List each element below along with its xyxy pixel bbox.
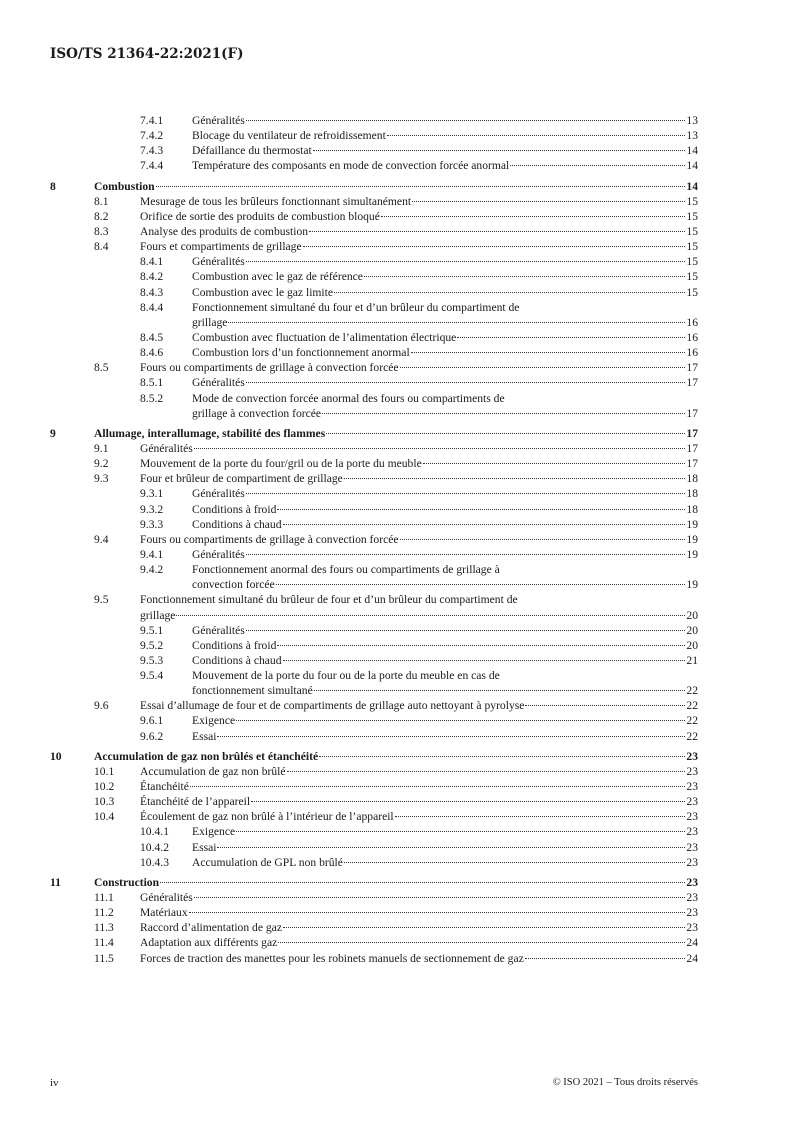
toc-entry[interactable] [50, 375, 698, 390]
toc-entry-page: 19 [686, 532, 698, 546]
dot-leader [334, 292, 685, 293]
toc-entry-page: 18 [686, 472, 698, 486]
dot-leader [277, 509, 685, 510]
toc-entry-title: Fours ou compartiments de grillage à convection forcée [140, 361, 399, 375]
toc-entry-title: Essai [192, 729, 217, 743]
toc-entry-number: 7.4.3 [140, 144, 164, 158]
dot-leader [387, 135, 686, 136]
toc-entry[interactable] [50, 330, 698, 345]
dot-leader [228, 322, 685, 323]
toc-entry[interactable] [50, 486, 698, 501]
toc-entry-page: 23 [686, 921, 698, 935]
toc-entry-page: 23 [686, 825, 698, 839]
toc-entry-page: 23 [686, 810, 698, 824]
toc-entry-page: 23 [686, 795, 698, 809]
toc-entry-continuation[interactable] [50, 608, 698, 623]
toc-entry[interactable] [50, 532, 698, 547]
dot-leader [217, 736, 685, 737]
dot-leader [423, 463, 686, 464]
toc-entry-title: Mouvement de la porte du four ou de la porte du meuble en cas de [192, 669, 500, 683]
dot-leader [313, 150, 686, 151]
toc-entry-number: 11.1 [94, 891, 114, 905]
toc-entry-title: Combustion [94, 179, 155, 193]
toc-entry-page: 13 [686, 129, 698, 143]
dot-leader [246, 630, 686, 631]
toc-entry-page: 23 [686, 749, 698, 763]
toc-entry-title: Conditions à froid [192, 638, 277, 652]
dot-leader [381, 216, 686, 217]
toc-entry[interactable] [50, 935, 698, 950]
toc-entry-number: 9.6.2 [140, 729, 164, 743]
toc-entry-title: Combustion avec le gaz limite [192, 285, 334, 299]
toc-entry[interactable] [50, 905, 698, 920]
toc-entry-title: Mouvement de la porte du four/gril ou de la porte du meuble [140, 457, 422, 471]
dot-leader [160, 882, 685, 883]
toc-entry-number: 11 [50, 875, 61, 889]
toc-entry-title: Combustion avec le gaz de référence [192, 270, 363, 284]
toc-entry-title: Accumulation de GPL non brûlé [192, 855, 343, 869]
toc-entry-title: Raccord d’alimentation de gaz [140, 921, 282, 935]
toc-entry-page: 19 [686, 578, 698, 592]
toc-entry-page: 22 [686, 699, 698, 713]
toc-entry-page: 23 [686, 764, 698, 778]
toc-entry-page: 23 [686, 855, 698, 869]
toc-entry-title: Généralités [192, 623, 245, 637]
dot-leader [319, 756, 685, 757]
toc-entry-page: 23 [686, 875, 698, 889]
toc-entry-page: 23 [686, 891, 698, 905]
toc-entry[interactable] [50, 547, 698, 562]
toc-entry[interactable] [50, 502, 698, 517]
toc-entry[interactable] [50, 194, 698, 209]
toc-entry-number: 11.4 [94, 936, 114, 950]
toc-entry[interactable] [50, 128, 698, 143]
toc-entry[interactable] [50, 668, 698, 683]
toc-entry-page: 23 [686, 780, 698, 794]
toc-entry-title: Four et brûleur de compartiment de grillage [140, 472, 343, 486]
toc-entry-page: 15 [686, 285, 698, 299]
toc-entry-title: Conditions à chaud [192, 517, 282, 531]
toc-entry[interactable] [50, 638, 698, 653]
toc-entry-number: 8.2 [94, 209, 109, 223]
toc-entry-number: 8.4.3 [140, 285, 164, 299]
toc-entry[interactable] [50, 254, 698, 269]
toc-entry-page: 15 [686, 194, 698, 208]
toc-entry-page: 15 [686, 224, 698, 238]
toc-entry-page: 13 [686, 114, 698, 127]
toc-entry[interactable] [50, 592, 698, 607]
toc-entry-page: 17 [686, 361, 698, 375]
toc-entry[interactable] [50, 239, 698, 254]
toc-entry[interactable] [50, 951, 698, 966]
toc-entry-number: 10.2 [94, 780, 115, 794]
toc-entry-title: Accumulation de gaz non brûlé [140, 764, 286, 778]
dot-leader [400, 539, 686, 540]
toc-entry-title: Fonctionnement simultané du brûleur de four et d’un brûleur du compartiment de [140, 593, 518, 607]
toc-entry[interactable] [50, 840, 698, 855]
dot-leader [246, 493, 686, 494]
toc-entry-title-continued: fonctionnement simultané [192, 684, 313, 698]
toc-entry-title: Mode de convection forcée anormal des fours ou compartiments de [192, 391, 505, 405]
dot-leader [251, 801, 685, 802]
toc-entry[interactable] [50, 360, 698, 375]
toc-entry-title: Orifice de sortie des produits de combustion bloqué [140, 209, 380, 223]
toc-entry-number: 8.1 [94, 194, 109, 208]
toc-entry-title: Construction [94, 875, 160, 889]
toc-entry-title: Essai d’allumage de four et de compartiments de grillage auto nettoyant à pyrolyse [140, 699, 525, 713]
dot-leader [194, 448, 686, 449]
toc-entry[interactable] [50, 300, 698, 315]
toc-entry-page: 18 [686, 487, 698, 501]
toc-entry-page: 24 [686, 951, 698, 965]
dot-leader [525, 958, 686, 959]
dot-leader [236, 720, 685, 721]
toc-entry-title: Défaillance du thermostat [192, 144, 312, 158]
toc-entry-number: 9.6.1 [140, 714, 164, 728]
dot-leader [326, 433, 685, 434]
toc-entry[interactable] [50, 824, 698, 839]
toc-entry[interactable] [50, 269, 698, 284]
toc-entry[interactable] [50, 426, 698, 441]
toc-entry-number: 9.3 [94, 472, 109, 486]
toc-entry-title: Mesurage de tous les brûleurs fonctionnant simultanément [140, 194, 412, 208]
toc-entry[interactable] [50, 391, 698, 406]
dot-leader [277, 645, 685, 646]
toc-entry-title: Exigence [192, 825, 236, 839]
toc-entry[interactable] [50, 471, 698, 486]
toc-entry[interactable] [50, 623, 698, 638]
dot-leader [283, 660, 686, 661]
toc-entry-number: 9 [50, 426, 56, 440]
toc-entry-page: 19 [686, 517, 698, 531]
toc-entry-title: Généralités [192, 376, 245, 390]
toc-entry[interactable] [50, 779, 698, 794]
toc-entry[interactable] [50, 764, 698, 779]
toc-entry-number: 7.4.4 [140, 159, 164, 173]
page-number: iv [50, 1077, 59, 1089]
toc-entry-page: 16 [686, 330, 698, 344]
toc-entry-title: Étanchéité de l’appareil [140, 795, 251, 809]
toc-entry[interactable] [50, 729, 698, 744]
toc-entry-title: Généralités [192, 114, 245, 127]
toc-entry-page: 22 [686, 684, 698, 698]
dot-leader [283, 524, 686, 525]
table-of-contents [50, 113, 698, 966]
toc-entry-number: 8 [50, 179, 56, 193]
toc-entry-title-continued: grillage [192, 315, 228, 329]
toc-entry-number: 9.4.2 [140, 563, 164, 577]
dot-leader [236, 831, 685, 832]
dot-leader [217, 847, 685, 848]
dot-leader [314, 690, 686, 691]
toc-entry[interactable] [50, 113, 698, 128]
toc-entry-title: Matériaux [140, 906, 188, 920]
toc-entry-title: Écoulement de gaz non brûlé à l’intérieur de l’appareil [140, 810, 394, 824]
toc-entry-number: 8.5 [94, 361, 109, 375]
toc-entry-continuation[interactable] [50, 406, 698, 421]
toc-entry-number: 7.4.1 [140, 114, 164, 127]
toc-entry-number: 9.5.1 [140, 623, 164, 637]
toc-entry[interactable] [50, 143, 698, 158]
toc-entry-continuation[interactable] [50, 315, 698, 330]
dot-leader [344, 478, 686, 479]
toc-entry[interactable] [50, 890, 698, 905]
toc-entry-title: Adaptation aux différents gaz [140, 936, 278, 950]
toc-entry-title: Fonctionnement simultané du four et d’un brûleur du compartiment de [192, 300, 520, 314]
toc-entry-page: 20 [686, 608, 698, 622]
toc-entry-title: Exigence [192, 714, 236, 728]
toc-entry[interactable] [50, 875, 698, 890]
toc-entry-number: 8.4 [94, 240, 109, 254]
toc-entry-page: 23 [686, 906, 698, 920]
toc-entry-page: 19 [686, 547, 698, 561]
toc-entry-title: Température des composants en mode de convection forcée anormal [192, 159, 510, 173]
dot-leader [411, 352, 686, 353]
dot-leader [246, 261, 686, 262]
toc-entry-title-continued: grillage à convection forcée [192, 406, 322, 420]
toc-entry-page: 14 [686, 159, 698, 173]
dot-leader [309, 231, 685, 232]
toc-entry-title: Accumulation de gaz non brûlés et étanchéité [94, 749, 319, 763]
toc-entry-number: 9.6 [94, 699, 109, 713]
toc-entry-title: Analyse des produits de combustion [140, 224, 309, 238]
dot-leader [246, 554, 686, 555]
toc-entry-number: 10.4 [94, 810, 115, 824]
dot-leader [400, 367, 686, 368]
toc-entry-number: 9.5 [94, 593, 109, 607]
toc-entry-number: 9.5.4 [140, 669, 164, 683]
toc-entry-number: 8.5.2 [140, 391, 164, 405]
toc-entry-number: 7.4.2 [140, 129, 164, 143]
dot-leader [412, 201, 685, 202]
toc-entry-number: 9.1 [94, 441, 109, 455]
toc-entry-title-continued: convection forcée [192, 578, 275, 592]
copyright-notice: © ISO 2021 – Tous droits réservés [552, 1077, 698, 1088]
toc-entry[interactable] [50, 345, 698, 360]
toc-entry-number: 9.2 [94, 457, 109, 471]
toc-entry[interactable] [50, 517, 698, 532]
toc-entry[interactable] [50, 809, 698, 824]
toc-entry-number: 8.4.1 [140, 255, 164, 269]
dot-leader [525, 705, 685, 706]
toc-entry-title: Combustion lors d’un fonctionnement anormal [192, 346, 410, 360]
toc-entry[interactable] [50, 285, 698, 300]
toc-entry-title: Généralités [140, 441, 193, 455]
dot-leader [364, 276, 685, 277]
dot-leader [176, 615, 685, 616]
toc-entry-number: 10.4.3 [140, 855, 169, 869]
dot-leader [246, 382, 686, 383]
dot-leader [510, 165, 685, 166]
toc-entry-number: 11.3 [94, 921, 114, 935]
toc-entry-title: Conditions à chaud [192, 653, 282, 667]
toc-entry-number: 10.4.1 [140, 825, 169, 839]
toc-entry-number: 10.3 [94, 795, 115, 809]
toc-entry-title: Fours et compartiments de grillage [140, 240, 302, 254]
toc-entry-page: 20 [686, 623, 698, 637]
toc-entry-title: Combustion avec fluctuation de l’alimentation électrique [192, 330, 457, 344]
toc-entry[interactable] [50, 209, 698, 224]
toc-entry-page: 17 [686, 426, 698, 440]
dot-leader [283, 927, 685, 928]
toc-entry-page: 20 [686, 638, 698, 652]
toc-entry-page: 15 [686, 240, 698, 254]
toc-entry-title-continued: grillage [140, 608, 176, 622]
toc-entry-title: Généralités [192, 487, 245, 501]
toc-entry-title: Généralités [192, 547, 245, 561]
dot-leader [457, 337, 685, 338]
toc-entry-page: 14 [686, 179, 698, 193]
toc-entry-title: Généralités [192, 255, 245, 269]
toc-entry-number: 9.3.3 [140, 517, 164, 531]
dot-leader [395, 816, 686, 817]
toc-entry-number: 8.4.5 [140, 330, 164, 344]
toc-entry-page: 15 [686, 270, 698, 284]
toc-entry[interactable] [50, 920, 698, 935]
toc-entry-title: Forces de traction des manettes pour les robinets manuels de sectionnement de gaz [140, 951, 524, 965]
toc-entry-continuation[interactable] [50, 577, 698, 592]
toc-entry-page: 15 [686, 255, 698, 269]
dot-leader [194, 897, 686, 898]
toc-entry-page: 17 [686, 457, 698, 471]
toc-entry-page: 16 [686, 346, 698, 360]
toc-entry-title: Étanchéité [140, 780, 189, 794]
toc-entry-page: 15 [686, 209, 698, 223]
toc-entry-number: 8.4.2 [140, 270, 164, 284]
toc-entry-number: 9.4 [94, 532, 109, 546]
toc-entry[interactable] [50, 653, 698, 668]
dot-leader [322, 413, 685, 414]
toc-entry-number: 10.1 [94, 764, 115, 778]
toc-entry-number: 8.5.1 [140, 376, 164, 390]
toc-entry-page: 17 [686, 441, 698, 455]
toc-entry-number: 9.4.1 [140, 547, 164, 561]
toc-entry-page: 14 [686, 144, 698, 158]
toc-entry-number: 9.3.1 [140, 487, 164, 501]
dot-leader [246, 120, 686, 121]
toc-entry-page: 22 [686, 714, 698, 728]
toc-entry[interactable] [50, 698, 698, 713]
toc-entry-continuation[interactable] [50, 683, 698, 698]
toc-entry[interactable] [50, 855, 698, 870]
toc-entry[interactable] [50, 749, 698, 764]
toc-entry-title: Généralités [140, 891, 193, 905]
dot-leader [190, 786, 685, 787]
toc-entry-number: 11.2 [94, 906, 114, 920]
toc-entry[interactable] [50, 456, 698, 471]
toc-entry-page: 21 [686, 653, 698, 667]
toc-entry-page: 18 [686, 502, 698, 516]
toc-entry-title: Allumage, interallumage, stabilité des flammes [94, 426, 326, 440]
toc-entry-number: 9.5.3 [140, 653, 164, 667]
toc-entry-title: Fonctionnement anormal des fours ou compartiments de grillage à [192, 563, 500, 577]
toc-entry-title: Conditions à froid [192, 502, 277, 516]
toc-entry[interactable] [50, 794, 698, 809]
toc-entry-page: 23 [686, 840, 698, 854]
toc-entry[interactable] [50, 441, 698, 456]
dot-leader [276, 584, 686, 585]
toc-entry[interactable] [50, 158, 698, 173]
dot-leader [189, 912, 686, 913]
toc-entry-number: 9.5.2 [140, 638, 164, 652]
dot-leader [344, 862, 686, 863]
toc-entry-title: Fours ou compartiments de grillage à convection forcée [140, 532, 399, 546]
toc-entry-page: 24 [686, 936, 698, 950]
toc-entry-number: 11.5 [94, 951, 114, 965]
dot-leader [287, 771, 686, 772]
toc-entry-page: 17 [686, 376, 698, 390]
toc-entry[interactable] [50, 562, 698, 577]
toc-entry-number: 8.4.6 [140, 346, 164, 360]
toc-entry[interactable] [50, 224, 698, 239]
toc-entry-title: Blocage du ventilateur de refroidissement [192, 129, 386, 143]
toc-entry-number: 10.4.2 [140, 840, 169, 854]
document-header: ISO/TS 21364-22:2021(F) [50, 46, 244, 62]
toc-entry-number: 9.3.2 [140, 502, 164, 516]
toc-entry[interactable] [50, 713, 698, 728]
toc-entry-number: 8.4.4 [140, 300, 164, 314]
toc-entry-title: Essai [192, 840, 217, 854]
dot-leader [156, 186, 686, 187]
toc-entry-page: 17 [686, 406, 698, 420]
toc-entry-page: 22 [686, 729, 698, 743]
toc-entry-page: 16 [686, 315, 698, 329]
toc-entry-number: 8.3 [94, 224, 109, 238]
dot-leader [303, 246, 686, 247]
toc-entry-number: 10 [50, 749, 62, 763]
toc-entry[interactable] [50, 179, 698, 194]
dot-leader [278, 942, 685, 943]
